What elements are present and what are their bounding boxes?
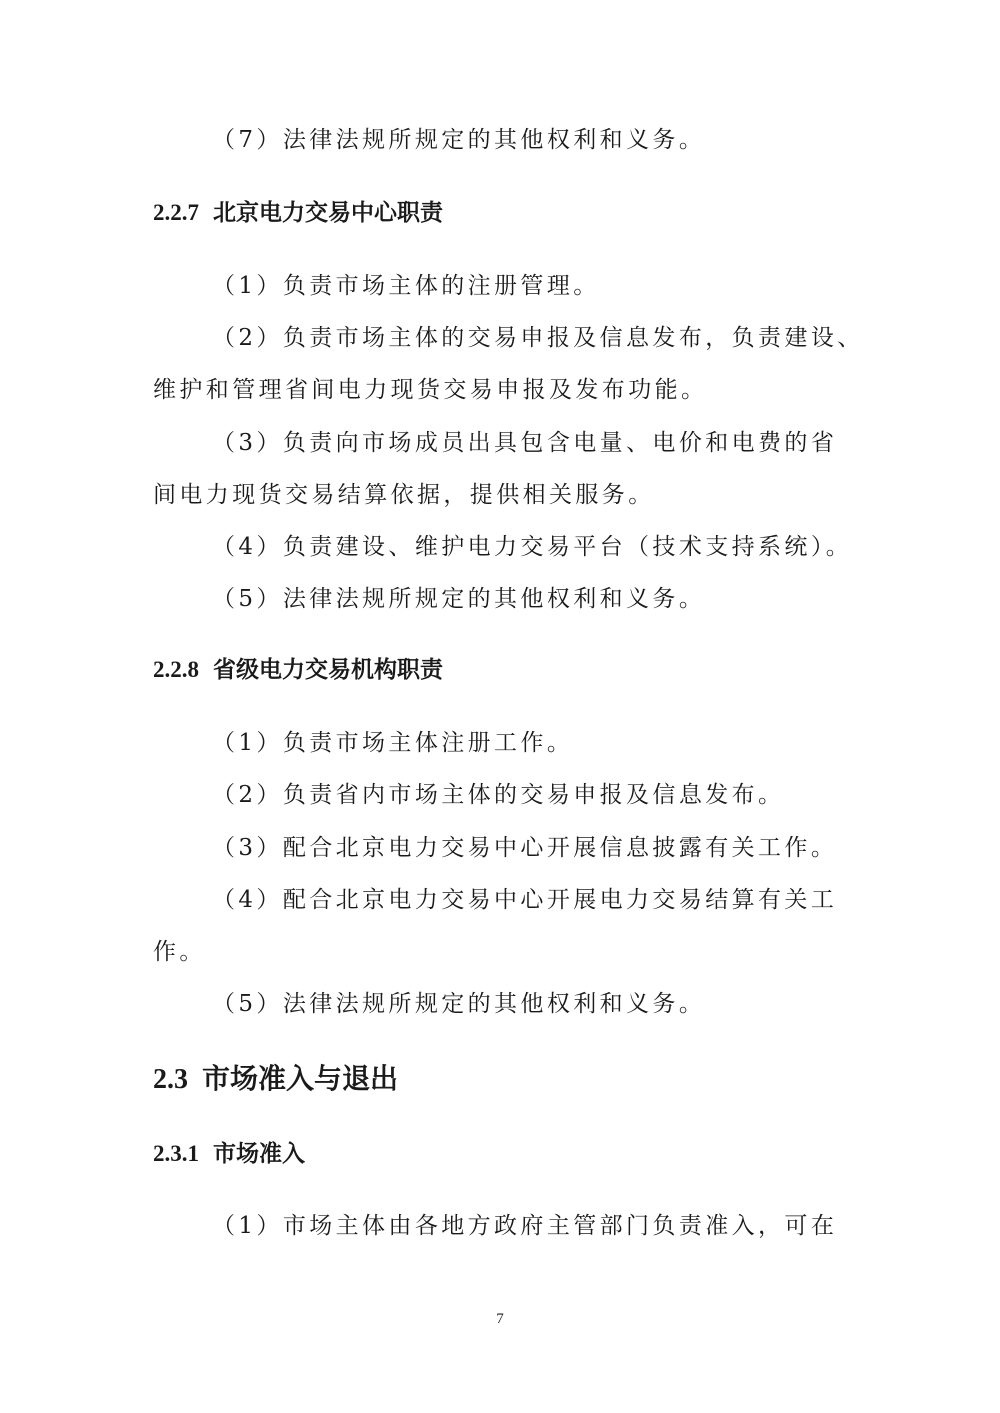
paragraph-2-2-7-item-4: （4）负责建设、维护电力交易平台（技术支持系统）。 xyxy=(212,534,853,560)
heading-number: 2.2.7 xyxy=(153,200,199,225)
heading-2-2-7 xyxy=(153,197,443,229)
heading-2-3-1 xyxy=(153,1138,305,1170)
heading-2-3 xyxy=(153,1060,398,1099)
paragraph-2-2-7-item-3-line-1: （3）负责向市场成员出具包含电量、电价和电费的省 xyxy=(212,430,838,456)
paragraph-2-3-1-item-1-line-1: （1）市场主体由各地方政府主管部门负责准入，可在 xyxy=(212,1213,838,1239)
heading-number: 2.3.1 xyxy=(153,1141,199,1166)
paragraph-2-2-8-item-1: （1）负责市场主体注册工作。 xyxy=(212,730,574,756)
heading-title: 市场准入 xyxy=(213,1141,305,1167)
heading-title: 市场准入与退出 xyxy=(202,1062,399,1095)
paragraph-2-2-6-item-7: （7）法律法规所规定的其他权利和义务。 xyxy=(212,127,706,153)
heading-number: 2.3 xyxy=(153,1064,188,1095)
paragraph-2-2-8-item-4-line-1: （4）配合北京电力交易中心开展电力交易结算有关工 xyxy=(212,887,838,913)
paragraph-2-2-8-item-3: （3）配合北京电力交易中心开展信息披露有关工作。 xyxy=(212,835,838,861)
heading-title: 省级电力交易机构职责 xyxy=(213,657,443,683)
paragraph-2-2-8-item-5: （5）法律法规所规定的其他权利和义务。 xyxy=(212,991,706,1017)
paragraph-2-2-8-item-2: （2）负责省内市场主体的交易申报及信息发布。 xyxy=(212,782,785,808)
paragraph-2-2-7-item-5: （5）法律法规所规定的其他权利和义务。 xyxy=(212,586,706,612)
page-number: 7 xyxy=(496,1311,504,1327)
paragraph-2-2-7-item-3-line-2: 间电力现货交易结算依据，提供相关服务。 xyxy=(153,482,655,508)
paragraph-2-2-7-item-1: （1）负责市场主体的注册管理。 xyxy=(212,273,600,299)
heading-2-2-8 xyxy=(153,654,443,686)
paragraph-2-2-7-item-2-line-1: （2）负责市场主体的交易申报及信息发布，负责建设、 xyxy=(212,325,864,351)
paragraph-2-2-7-item-2-line-2: 维护和管理省间电力现货交易申报及发布功能。 xyxy=(153,377,708,403)
heading-title: 北京电力交易中心职责 xyxy=(213,200,443,226)
heading-number: 2.2.8 xyxy=(153,657,199,682)
paragraph-2-2-8-item-4-line-2: 作。 xyxy=(153,939,206,965)
